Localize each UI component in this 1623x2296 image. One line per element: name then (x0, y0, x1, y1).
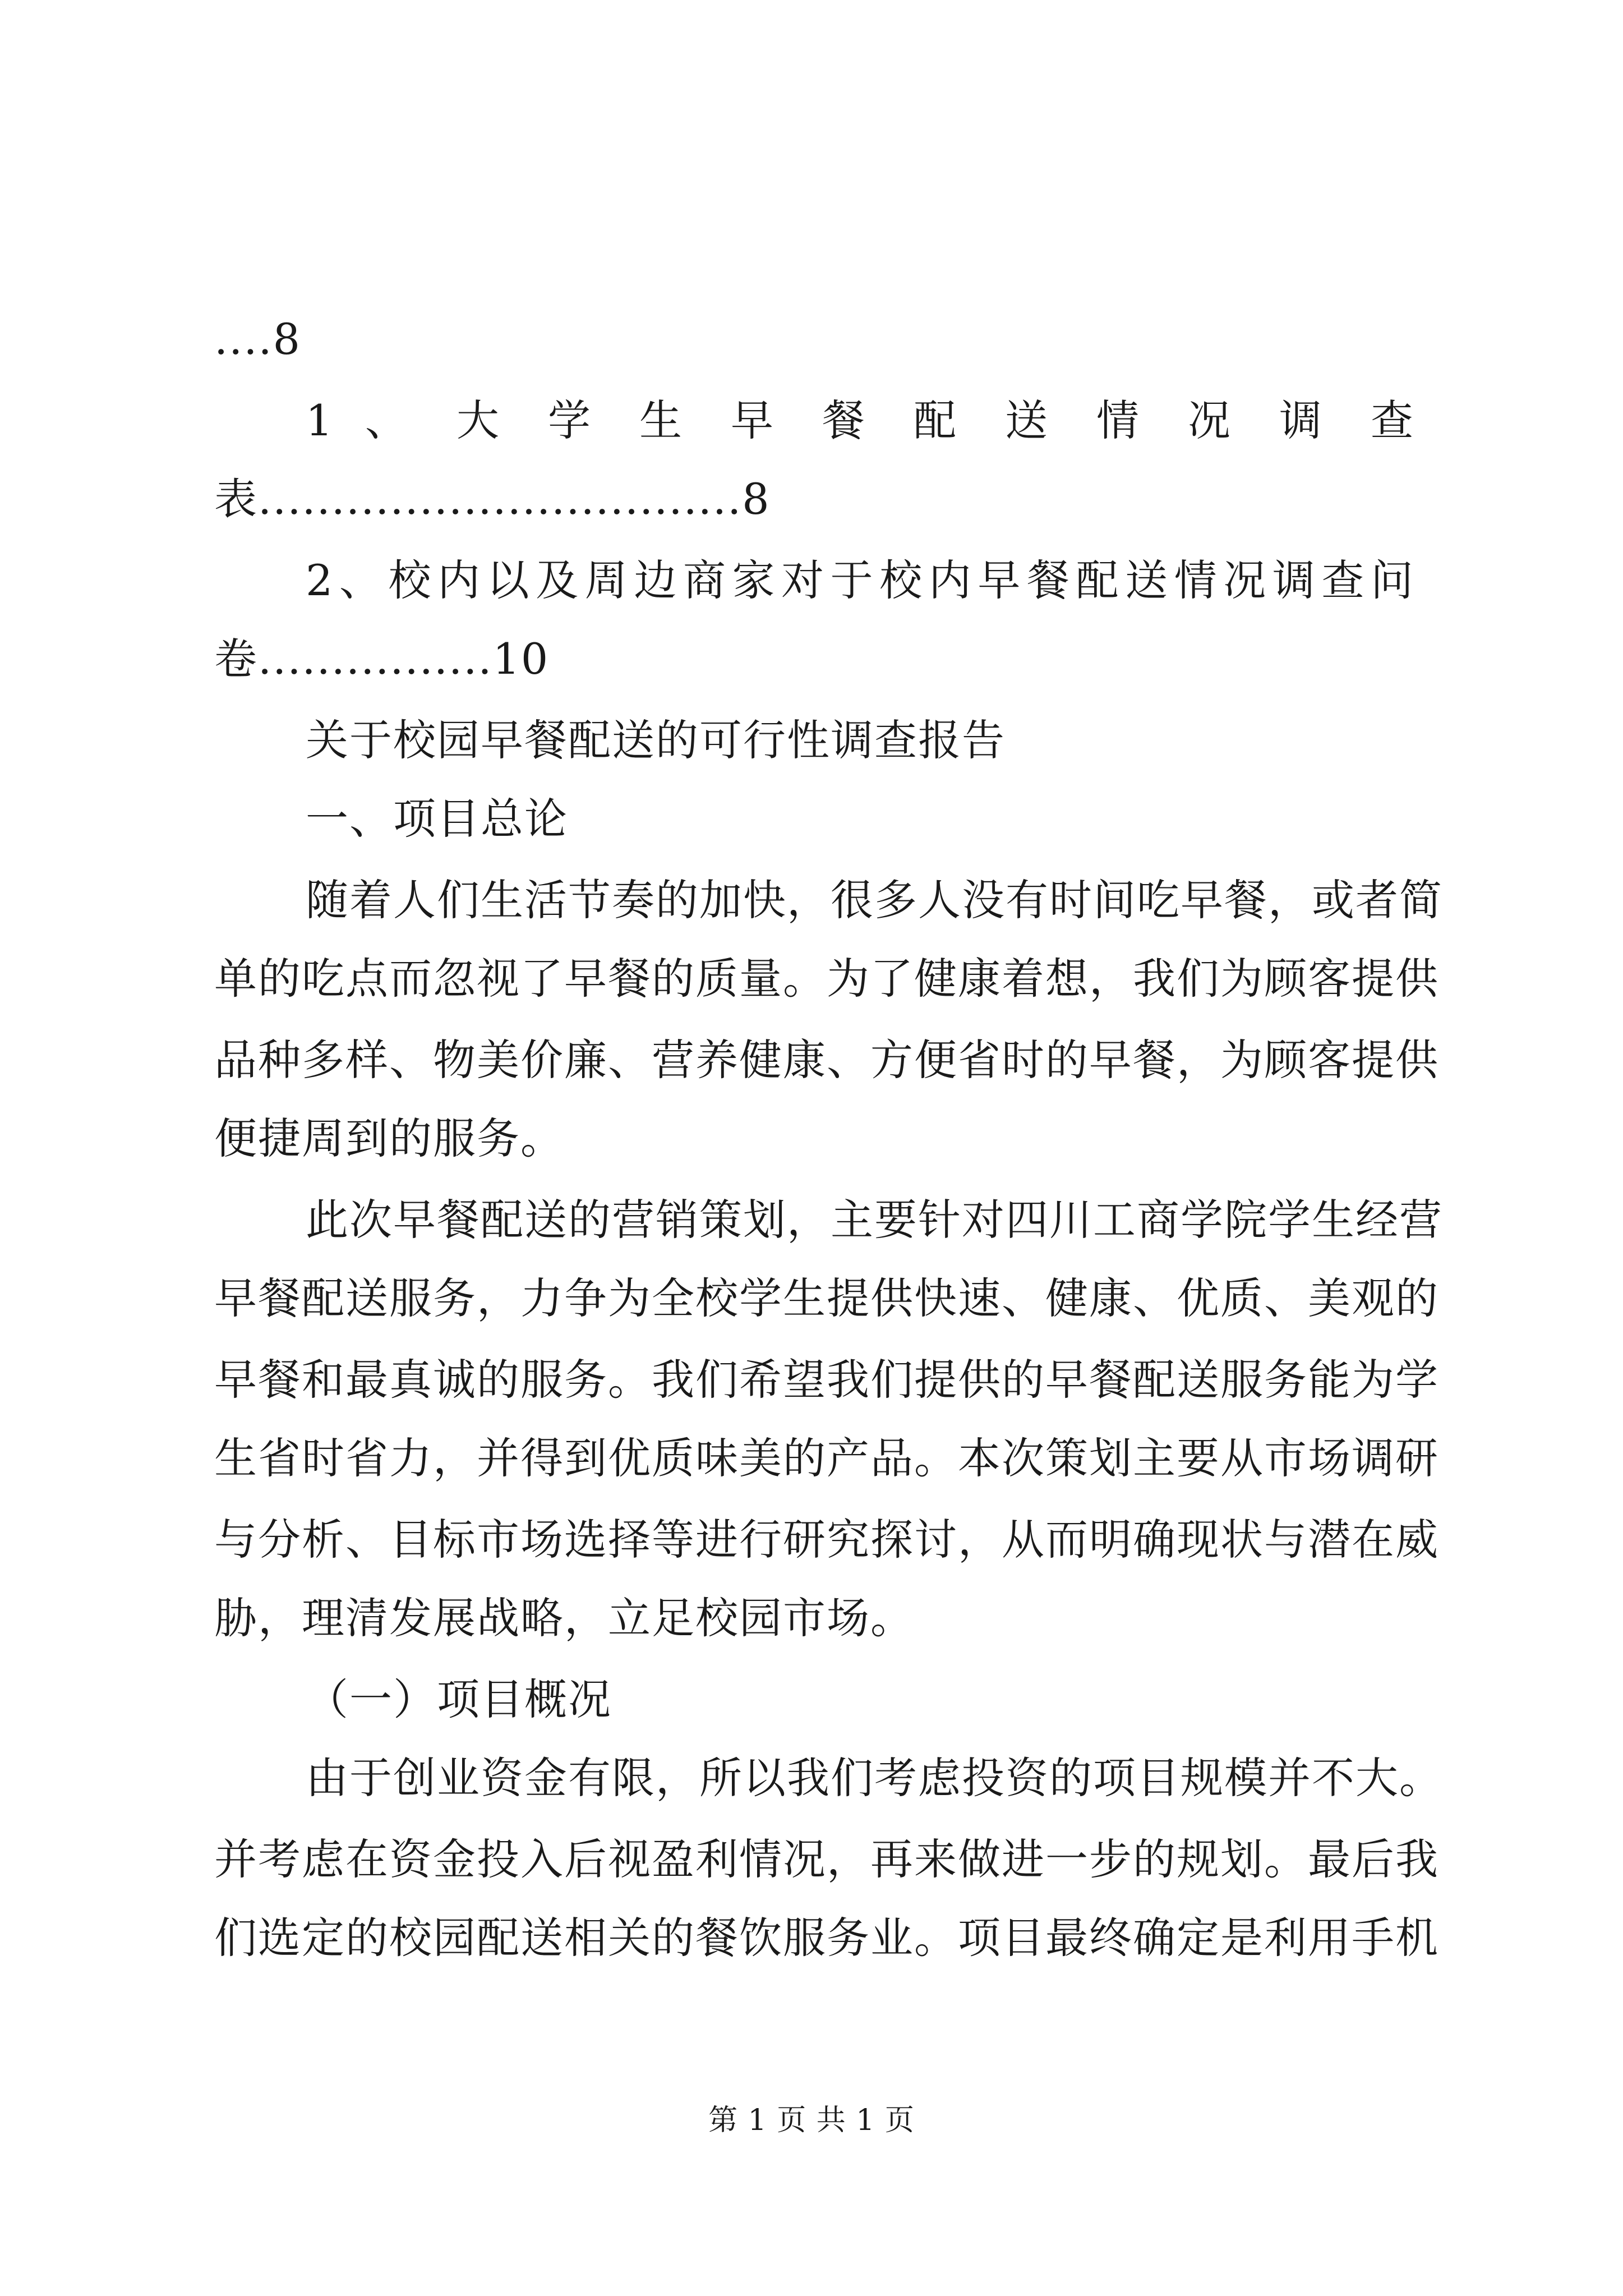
paragraph-line: 并考虑在资金投入后视盈利情况，再来做进一步的规划。最后我 (214, 1834, 1439, 1884)
paragraph-line: 由于创业资金有限，所以我们考虑投资的项目规模并不大。 (306, 1753, 1443, 1803)
subsection-heading-project-overview: （一）项目概况 (306, 1674, 612, 1724)
paragraph-line: 随着人们生活节奏的加快，很多人没有时间吃早餐，或者简 (306, 875, 1443, 925)
paragraph-line: 早餐和最真诚的服务。我们希望我们提供的早餐配送服务能为学 (214, 1355, 1439, 1405)
toc-item-1-line-1: 1 、 大 学 生 早 餐 配 送 情 况 调 查 (306, 395, 1414, 445)
paragraph-line: 早餐配送服务，力争为全校学生提供快速、健康、优质、美观的 (214, 1273, 1439, 1323)
page-number-footer: 第 1 页 共 1 页 (708, 2104, 915, 2137)
section-heading-overview: 一、项目总论 (306, 794, 568, 844)
paragraph-line: 生省时省力，并得到优质味美的产品。本次策划主要从市场调研 (214, 1433, 1439, 1483)
report-title: 关于校园早餐配送的可行性调查报告 (306, 715, 1006, 765)
toc-item-1-line-2: 表.................................8 (214, 474, 771, 524)
toc-continuation-line: ....8 (214, 314, 301, 364)
paragraph-line: 们选定的校园配送相关的餐饮服务业。项目最终确定是利用手机 (214, 1913, 1439, 1963)
paragraph-line: 胁，理清发展战略，立足校园市场。 (214, 1593, 914, 1643)
paragraph-line: 单的吃点而忽视了早餐的质量。为了健康着想，我们为顾客提供 (214, 954, 1439, 1004)
paragraph-line: 此次早餐配送的营销策划，主要针对四川工商学院学生经营 (306, 1195, 1443, 1245)
paragraph-line: 便捷周到的服务。 (214, 1114, 564, 1163)
toc-item-2-line-2: 卷................10 (214, 634, 550, 684)
paragraph-line: 与分析、目标市场选择等进行研究探讨，从而明确现状与潜在威 (214, 1515, 1439, 1565)
paragraph-line: 品种多样、物美价廉、营养健康、方便省时的早餐，为顾客提供 (214, 1035, 1439, 1085)
toc-item-2-line-1: 2、校内以及周边商家对于校内早餐配送情况调查问 (306, 555, 1414, 605)
